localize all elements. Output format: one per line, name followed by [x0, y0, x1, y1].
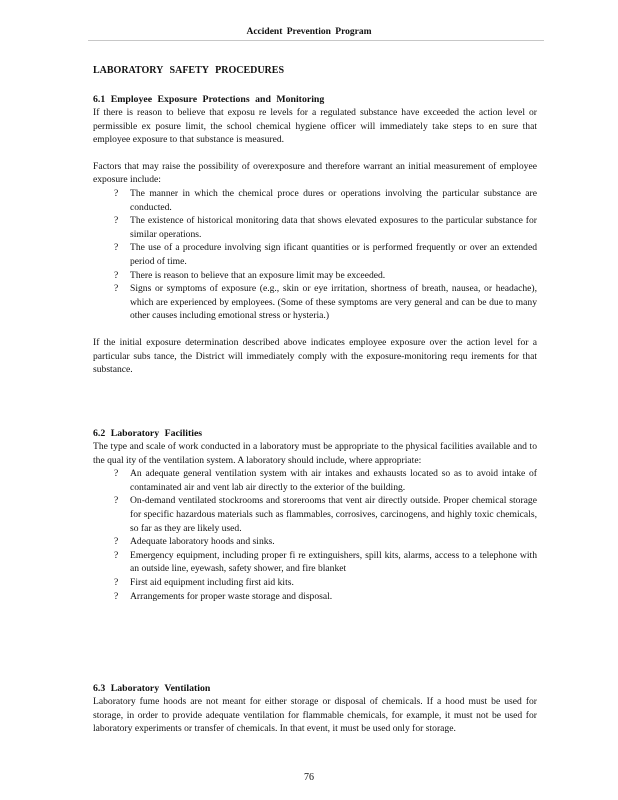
list-item-text: Arrangements for proper waste storage and disposal.	[130, 590, 333, 602]
paragraph: If there is reason to believe that exposu re levels for a regulated substance have exceeded the action level or permissible ex posure limit, the school chemical hygiene officer will immediately take steps to en sure that employee exposure to that substance is measured.	[93, 107, 537, 146]
list-item-text: First aid equipment including first aid kits.	[130, 576, 294, 588]
bullet-marker: ?	[114, 576, 119, 588]
list-item	[93, 187, 537, 214]
list-item	[93, 282, 537, 323]
bullet-list	[93, 467, 537, 603]
list-item	[93, 241, 537, 268]
document-title: LABORATORY SAFETY PROCEDURES	[93, 65, 285, 76]
bullet-marker: ?	[114, 495, 119, 507]
list-item	[93, 535, 537, 549]
bullet-list	[93, 187, 537, 323]
bullet-marker: ?	[114, 536, 119, 548]
section-6-2	[93, 427, 537, 603]
bullet-marker: ?	[114, 283, 119, 295]
bullet-marker: ?	[114, 549, 119, 561]
section-heading: 6.1 Employee Exposure Protections and Monitoring	[93, 94, 325, 105]
list-item-text: Signs or symptoms of exposure (e.g., skin or eye irritation, shortness of breath, nausea, or headache), which are experienced by employees. (Some of these symptoms are very general and can be due to many other causes including emotional stress or hysteria.)	[130, 283, 537, 322]
list-item-text: An adequate general ventilation system with air intakes and exhausts located so as to avoid intake of contaminated air and vent lab air directly to the exterior of the building.	[130, 468, 537, 493]
list-item-text: The manner in which the chemical proce dures or operations involving the particular substance are conducted.	[130, 187, 537, 213]
list-item	[93, 467, 537, 494]
bullet-marker: ?	[114, 215, 119, 227]
section-heading: 6.3 Laboratory Ventilation	[93, 683, 211, 694]
list-item-text: The existence of historical monitoring data that shows elevated exposures to the particular substance for similar operations.	[130, 215, 537, 240]
list-item	[93, 549, 537, 576]
section-6-3	[93, 682, 537, 736]
list-item	[93, 269, 537, 283]
section-heading: 6.2 Laboratory Facilities	[93, 428, 203, 439]
header-rule	[88, 40, 544, 41]
paragraph: Laboratory fume hoods are not meant for either storage or disposal of chemicals. If a hood must be used for storage, in order to provide adequate ventilation for flammable chemicals, for example, it must not be used for laboratory experiments or transfer of chemicals. In that event, it must be used only for storage.	[93, 696, 537, 735]
paragraph: Factors that may raise the possibility of overexposure and therefore warrant an initial measurement of employee exposure include:	[93, 160, 537, 186]
paragraph: If the initial exposure determination described above indicates employee exposure over the action level for a particular subs tance, the District will immediately comply with the exposure-monitoring requ irements for that substance.	[93, 336, 537, 376]
page-number: 76	[304, 772, 314, 783]
list-item-text: The use of a procedure involving sign ificant quantities or is performed frequently or over an extended period of time.	[130, 242, 537, 267]
list-item	[93, 590, 537, 604]
bullet-marker: ?	[114, 590, 119, 602]
section-6-1	[93, 93, 537, 377]
list-item	[93, 494, 537, 535]
bullet-marker: ?	[114, 269, 119, 281]
list-item	[93, 214, 537, 241]
bullet-marker: ?	[114, 242, 119, 254]
running-header: Accident Prevention Program	[246, 27, 372, 37]
list-item	[93, 576, 537, 590]
list-item-text: There is reason to believe that an exposure limit may be exceeded.	[130, 269, 386, 281]
bullet-marker: ?	[114, 468, 119, 480]
paragraph: The type and scale of work conducted in a laboratory must be appropriate to the physical facilities available and to the qual ity of the ventilation system. A laboratory should include, where appropriate:	[93, 441, 537, 466]
bullet-marker: ?	[114, 187, 119, 199]
list-item-text: Emergency equipment, including proper fi re extinguishers, spill kits, alarms, access to a telephone with an outside line, eyewash, safety shower, and fire blanket	[130, 549, 537, 575]
list-item-text: On-demand ventilated stockrooms and storerooms that vent air directly outside. Proper chemical storage for specific hazardous materials such as flammables, corrosives, carcinogens, and highly toxic chemicals, so far as they are likely used.	[130, 495, 537, 534]
list-item-text: Adequate laboratory hoods and sinks.	[130, 536, 275, 548]
